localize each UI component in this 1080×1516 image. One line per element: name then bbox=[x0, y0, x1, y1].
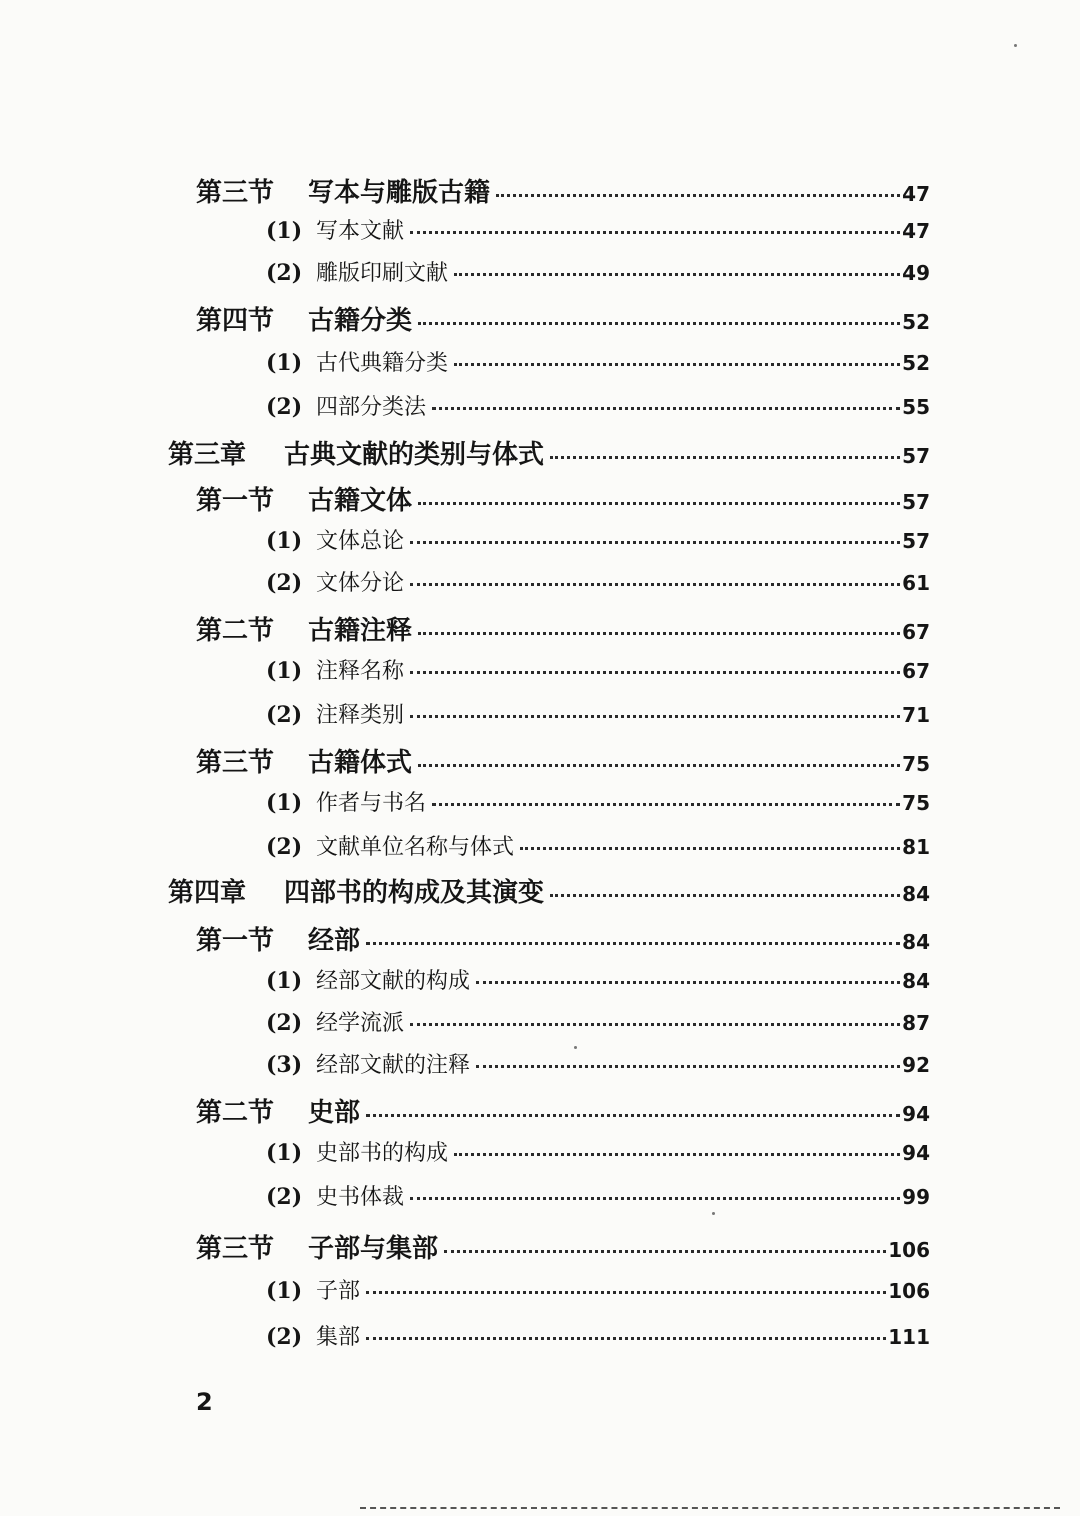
toc-title: 古籍体式 bbox=[308, 748, 413, 778]
toc-number: 第三节 bbox=[196, 178, 275, 208]
toc-label bbox=[266, 566, 404, 597]
toc-label bbox=[196, 1228, 438, 1265]
toc-title: 文献单位名称与体式 bbox=[316, 835, 515, 860]
toc-subentry bbox=[266, 786, 930, 817]
toc-title: 古典文献的类别与体式 bbox=[284, 440, 545, 470]
scan-speck bbox=[574, 1046, 577, 1049]
dot-leader bbox=[432, 407, 900, 410]
toc-subentry bbox=[266, 566, 930, 597]
toc-section bbox=[196, 172, 930, 209]
toc-page-number: 84 bbox=[902, 882, 930, 906]
toc-page-number: 75 bbox=[902, 791, 930, 815]
toc-page-number: 55 bbox=[902, 395, 930, 419]
toc-page-number: 111 bbox=[888, 1325, 930, 1349]
toc-subentry bbox=[266, 256, 930, 287]
toc-page-number: 81 bbox=[902, 835, 930, 859]
dot-leader bbox=[410, 671, 900, 674]
toc-page-number: 47 bbox=[902, 182, 930, 206]
toc-subentry bbox=[266, 698, 930, 729]
toc-subentry bbox=[266, 964, 930, 995]
dot-leader bbox=[418, 632, 900, 635]
toc-label bbox=[266, 964, 470, 995]
toc-section bbox=[196, 1228, 930, 1265]
toc-subentry bbox=[266, 1006, 930, 1037]
toc-page-number: 52 bbox=[902, 310, 930, 334]
toc-subentry bbox=[266, 390, 930, 421]
toc-title: 古籍文体 bbox=[308, 486, 413, 516]
dot-leader bbox=[432, 803, 900, 806]
toc-title: 经部文献的注释 bbox=[316, 1053, 471, 1078]
toc-title: 文体总论 bbox=[316, 529, 405, 554]
toc-label bbox=[196, 300, 412, 337]
toc-number: (1) bbox=[266, 1278, 303, 1304]
toc-label bbox=[266, 1136, 448, 1167]
toc-subentry bbox=[266, 1180, 930, 1211]
toc-title: 史部 bbox=[308, 1098, 361, 1128]
bottom-rule bbox=[360, 1507, 1060, 1509]
toc-section bbox=[196, 480, 930, 517]
toc-section bbox=[196, 1092, 930, 1129]
scan-speck bbox=[1014, 44, 1017, 47]
toc-label bbox=[196, 920, 360, 957]
toc-subentry bbox=[266, 214, 930, 245]
toc-page-number: 94 bbox=[902, 1141, 930, 1165]
toc-page-number: 106 bbox=[888, 1279, 930, 1303]
toc-label bbox=[266, 786, 426, 817]
toc-number: (2) bbox=[266, 1010, 303, 1036]
toc-number: (2) bbox=[266, 570, 303, 596]
toc-label bbox=[266, 698, 404, 729]
dot-leader bbox=[366, 1337, 886, 1340]
dot-leader bbox=[410, 583, 900, 586]
toc-title: 史部书的构成 bbox=[316, 1141, 449, 1166]
toc-page-number: 67 bbox=[902, 620, 930, 644]
toc-title: 经部 bbox=[308, 926, 361, 956]
dot-leader bbox=[418, 502, 900, 505]
toc-subentry bbox=[266, 1320, 930, 1351]
toc-label bbox=[196, 742, 412, 779]
dot-leader bbox=[550, 456, 900, 459]
toc-chapter bbox=[168, 434, 930, 471]
toc-section bbox=[196, 300, 930, 337]
toc-subentry bbox=[266, 654, 930, 685]
toc-label bbox=[168, 872, 544, 909]
toc-section bbox=[196, 742, 930, 779]
toc-page-number: 106 bbox=[888, 1238, 930, 1262]
toc-page-number: 87 bbox=[902, 1011, 930, 1035]
toc-title: 古代典籍分类 bbox=[316, 351, 449, 376]
dot-leader bbox=[496, 194, 900, 197]
dot-leader bbox=[410, 1023, 900, 1026]
toc-page-number: 75 bbox=[902, 752, 930, 776]
toc-number: (1) bbox=[266, 528, 303, 554]
toc-title: 子部 bbox=[316, 1279, 361, 1304]
toc-page-number: 84 bbox=[902, 930, 930, 954]
toc-title: 史书体裁 bbox=[316, 1185, 405, 1210]
dot-leader bbox=[410, 1197, 900, 1200]
toc-label bbox=[266, 654, 404, 685]
toc-title: 四部书的构成及其演变 bbox=[284, 878, 545, 908]
dot-leader bbox=[410, 541, 900, 544]
toc-number: (2) bbox=[266, 1324, 303, 1350]
toc-title: 写本文献 bbox=[316, 219, 405, 244]
toc-label bbox=[266, 390, 426, 421]
toc-subentry bbox=[266, 524, 930, 555]
toc-page-number: 61 bbox=[902, 571, 930, 595]
toc-number: 第四章 bbox=[168, 878, 247, 908]
toc-title: 古籍分类 bbox=[308, 306, 413, 336]
toc-title: 集部 bbox=[316, 1325, 361, 1350]
toc-title: 四部分类法 bbox=[316, 395, 427, 420]
toc-page-number: 47 bbox=[902, 219, 930, 243]
toc-title: 注释类别 bbox=[316, 703, 405, 728]
toc-number: 第二节 bbox=[196, 616, 275, 646]
toc-number: (2) bbox=[266, 394, 303, 420]
toc-title: 写本与雕版古籍 bbox=[308, 178, 491, 208]
toc-page-number: 57 bbox=[902, 529, 930, 553]
toc-number: (1) bbox=[266, 218, 303, 244]
scan-speck bbox=[712, 1212, 715, 1215]
toc-number: 第三节 bbox=[196, 1234, 275, 1264]
dot-leader bbox=[418, 322, 900, 325]
toc-label bbox=[266, 1006, 404, 1037]
toc-page-number: 71 bbox=[902, 703, 930, 727]
toc-page-number: 52 bbox=[902, 351, 930, 375]
toc-number: (2) bbox=[266, 1184, 303, 1210]
toc-label bbox=[196, 1092, 360, 1129]
toc-subentry bbox=[266, 1136, 930, 1167]
toc-number: 第四节 bbox=[196, 306, 275, 336]
toc-subentry bbox=[266, 1274, 930, 1305]
toc-label bbox=[196, 172, 490, 209]
toc-page-number: 49 bbox=[902, 261, 930, 285]
toc-number: 第一节 bbox=[196, 926, 275, 956]
toc-title: 文体分论 bbox=[316, 571, 405, 596]
dot-leader bbox=[454, 363, 900, 366]
toc-label bbox=[196, 480, 412, 517]
toc-number: 第三章 bbox=[168, 440, 247, 470]
toc-page-number: 57 bbox=[902, 444, 930, 468]
toc-section bbox=[196, 610, 930, 647]
dot-leader bbox=[444, 1250, 886, 1253]
toc-page-number: 94 bbox=[902, 1102, 930, 1126]
toc-number: (1) bbox=[266, 1140, 303, 1166]
toc-page-number: 67 bbox=[902, 659, 930, 683]
dot-leader bbox=[418, 764, 900, 767]
toc-title: 古籍注释 bbox=[308, 616, 413, 646]
toc-label bbox=[266, 1048, 470, 1079]
page-number: 2 bbox=[196, 1388, 213, 1416]
toc-label bbox=[266, 346, 448, 377]
dot-leader bbox=[366, 942, 900, 945]
toc-number: (1) bbox=[266, 790, 303, 816]
toc-label bbox=[196, 610, 412, 647]
toc-label bbox=[266, 830, 514, 861]
dot-leader bbox=[366, 1114, 900, 1117]
toc-label bbox=[168, 434, 544, 471]
toc-title: 雕版印刷文献 bbox=[316, 261, 449, 286]
dot-leader bbox=[476, 1065, 900, 1068]
toc-section bbox=[196, 920, 930, 957]
toc-page-number: 99 bbox=[902, 1185, 930, 1209]
toc-label bbox=[266, 1180, 404, 1211]
toc-number: (3) bbox=[266, 1052, 303, 1078]
toc-label bbox=[266, 524, 404, 555]
dot-leader bbox=[520, 847, 900, 850]
toc-subentry bbox=[266, 1048, 930, 1079]
toc-label bbox=[266, 1320, 360, 1351]
toc-label bbox=[266, 256, 448, 287]
dot-leader bbox=[454, 273, 900, 276]
dot-leader bbox=[410, 715, 900, 718]
toc-number: 第二节 bbox=[196, 1098, 275, 1128]
toc-page-number: 92 bbox=[902, 1053, 930, 1077]
dot-leader bbox=[410, 231, 900, 234]
toc-subentry bbox=[266, 830, 930, 861]
toc-label bbox=[266, 214, 404, 245]
toc-title: 作者与书名 bbox=[316, 791, 427, 816]
toc-number: 第一节 bbox=[196, 486, 275, 516]
toc-title: 子部与集部 bbox=[308, 1234, 439, 1264]
dot-leader bbox=[550, 894, 900, 897]
toc-number: (2) bbox=[266, 834, 303, 860]
dot-leader bbox=[366, 1291, 886, 1294]
dot-leader bbox=[454, 1153, 900, 1156]
toc-number: (2) bbox=[266, 260, 303, 286]
toc-number: (1) bbox=[266, 968, 303, 994]
toc-number: (1) bbox=[266, 350, 303, 376]
toc-page-number: 57 bbox=[902, 490, 930, 514]
toc-title: 经部文献的构成 bbox=[316, 969, 471, 994]
toc-chapter bbox=[168, 872, 930, 909]
toc-title: 经学流派 bbox=[316, 1011, 405, 1036]
toc-title: 注释名称 bbox=[316, 659, 405, 684]
toc-page-number: 84 bbox=[902, 969, 930, 993]
toc-subentry bbox=[266, 346, 930, 377]
toc-label bbox=[266, 1274, 360, 1305]
toc-number: 第三节 bbox=[196, 748, 275, 778]
dot-leader bbox=[476, 981, 900, 984]
toc-number: (2) bbox=[266, 702, 303, 728]
toc-number: (1) bbox=[266, 658, 303, 684]
